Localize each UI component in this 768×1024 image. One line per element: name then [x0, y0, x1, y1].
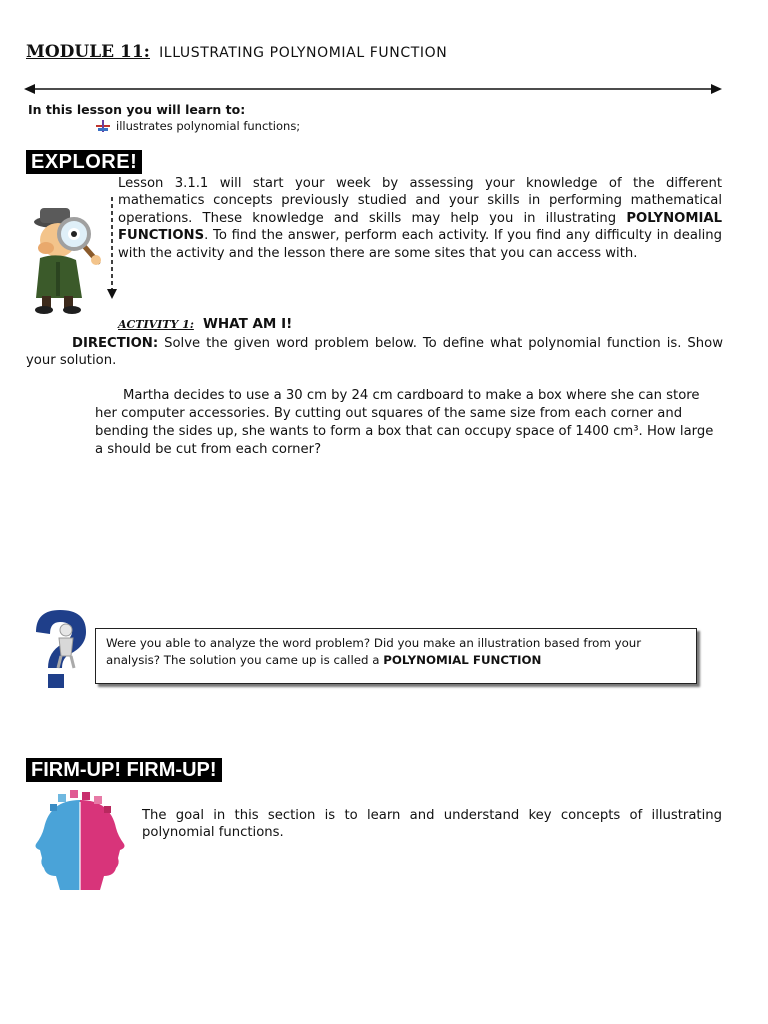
explore-paragraph-rest: . To find the answer, perform each activity. If you find any difficulty in dealing with the activity and the lesson there are some sites that you can access with.	[118, 228, 722, 261]
activity-title: WHAT AM I!	[202, 316, 293, 332]
question-mark-figure-icon	[26, 608, 96, 692]
module-label: MODULE 11:	[26, 42, 150, 62]
reflection-text-main: Were you able to analyze the word problem? Did you make an illustration based from your analysis? The solution you came up is called a	[106, 636, 642, 667]
sparkle-bullet-icon	[96, 120, 110, 132]
dashed-down-arrow	[106, 197, 118, 301]
word-problem	[95, 387, 715, 459]
activity-heading	[118, 313, 292, 332]
reflection-box	[95, 628, 697, 684]
direction-label: DIRECTION:	[72, 336, 159, 351]
explore-paragraph-intro: Lesson 3.1.1 will start your week by assessing your knowledge of the different mathematics concepts previously studied and your skills in performing mathematical operations. These knowledge and skills may help you in illustrating	[118, 176, 722, 226]
learn-list-item	[96, 119, 300, 133]
explore-banner: EXPLORE!	[26, 150, 142, 174]
detective-magnifier-icon	[26, 200, 108, 315]
firmup-paragraph: The goal in this section is to learn and understand key concepts of illustrating polynomial functions.	[142, 808, 722, 841]
firmup-banner: FIRM-UP! FIRM-UP!	[26, 758, 222, 782]
learn-heading: In this lesson you will learn to:	[28, 102, 246, 117]
module-title: ILLUSTRATING POLYNOMIAL FUNCTION	[159, 45, 448, 61]
activity-label: ACTIVITY 1:	[118, 318, 194, 331]
double-arrow-divider	[24, 80, 724, 98]
learn-item-text: illustrates polynomial functions;	[116, 119, 301, 133]
module-heading	[26, 42, 447, 62]
puzzle-heads-icon	[30, 790, 130, 894]
activity-direction	[26, 335, 723, 370]
word-problem-text: Martha decides to use a 30 cm by 24 cm cardboard to make a box where she can store her computer accessories. By cutting out squares of the same size from each corner and bending the sides up, she wants to form a box that can occupy space of 1400 cm³. How large a should be cut from each corner?	[95, 388, 714, 457]
explore-paragraph-bold: POLYNOMIAL FUNCTIONS	[118, 210, 722, 244]
reflection-text-bold: POLYNOMIAL FUNCTION	[383, 652, 542, 667]
reflection-text	[106, 635, 691, 668]
explore-paragraph	[118, 175, 722, 262]
direction-text: Solve the given word problem below. To define what polynomial function is. Show your solution.	[26, 336, 723, 369]
